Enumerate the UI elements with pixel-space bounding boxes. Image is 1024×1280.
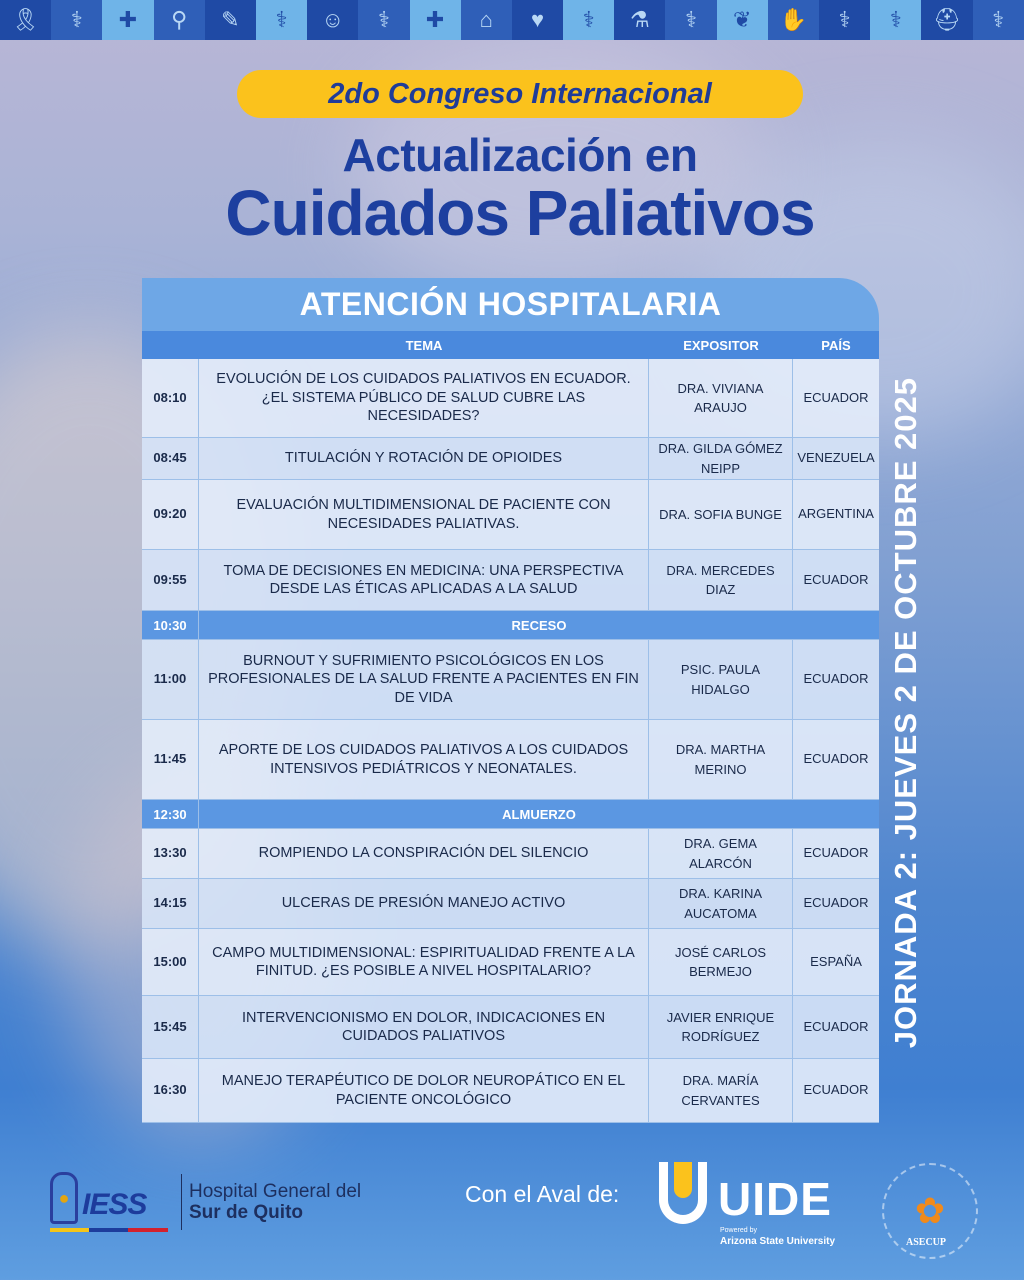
session-topic: EVOLUCIÓN DE LOS CUIDADOS PALIATIVOS EN ECUADOR. ¿EL SISTEMA PÚBLICO DE SALUD CUBRE LAS NECESIDADES? bbox=[199, 359, 649, 437]
pais-column-header: PAÍS bbox=[821, 337, 851, 353]
uide-logo-icon bbox=[659, 1162, 707, 1224]
session-country: ECUADOR bbox=[803, 671, 869, 687]
session-topic: EVALUACIÓN MULTIDIMENSIONAL DE PACIENTE CON NECESIDADES PALIATIVAS. bbox=[199, 480, 649, 549]
title-line-2: Cuidados Paliativos bbox=[225, 177, 815, 249]
session-topic: INTERVENCIONISMO EN DOLOR, INDICACIONES EN CUIDADOS PALIATIVOS bbox=[199, 996, 649, 1058]
session-topic: CAMPO MULTIDIMENSIONAL: ESPIRITUALIDAD FRENTE A LA FINITUD. ¿ES POSIBLE A NIVEL HOSPITALARIO? bbox=[199, 929, 649, 995]
schedule-rows bbox=[142, 359, 879, 1123]
schedule-column-header bbox=[142, 331, 879, 359]
table-row bbox=[142, 480, 879, 550]
stethoscope-icon: ⚕ bbox=[563, 0, 614, 40]
break-row bbox=[142, 800, 879, 829]
session-speaker: DRA. MARÍA CERVANTES bbox=[649, 1059, 793, 1122]
stethoscope-icon: ⚕ bbox=[377, 7, 390, 32]
asecup-name: ASECUP bbox=[906, 1237, 947, 1248]
session-country: ECUADOR bbox=[803, 1018, 869, 1034]
iess-flag-bar bbox=[50, 1228, 168, 1232]
session-topic: MANEJO TERAPÉUTICO DE DOLOR NEUROPÁTICO EN EL PACIENTE ONCOLÓGICO bbox=[199, 1059, 649, 1122]
schedule-card bbox=[142, 278, 879, 1124]
session-topic: APORTE DE LOS CUIDADOS PALIATIVOS A LOS CUIDADOS INTENSIVOS PEDIÁTRICOS Y NEONATALES. bbox=[199, 720, 649, 799]
session-country: ECUADOR bbox=[803, 389, 869, 405]
microscope-icon: ⚗ bbox=[614, 0, 665, 40]
session-topic: ROMPIENDO LA CONSPIRACIÓN DEL SILENCIO bbox=[199, 829, 649, 878]
table-row bbox=[142, 829, 879, 879]
table-row bbox=[142, 996, 879, 1059]
syringe-icon: ✎ bbox=[205, 0, 256, 40]
session-time: 15:45 bbox=[142, 996, 199, 1058]
break-row bbox=[142, 611, 879, 640]
table-row bbox=[142, 879, 879, 929]
session-country: ECUADOR bbox=[803, 751, 869, 767]
session-time: 08:10 bbox=[142, 359, 199, 437]
ribbon-icon: 🎗 bbox=[0, 0, 51, 40]
session-country: VENEZUELA bbox=[797, 450, 875, 466]
stethoscope-icon: ⚕ bbox=[685, 7, 697, 32]
session-country: ARGENTINA bbox=[798, 506, 874, 522]
session-speaker: DRA. GILDA GÓMEZ NEIPP bbox=[649, 438, 793, 479]
session-speaker: JAVIER ENRIQUE RODRÍGUEZ bbox=[649, 996, 793, 1058]
hospital-name-line1: Hospital General del bbox=[189, 1181, 362, 1202]
session-time: 14:15 bbox=[142, 879, 199, 928]
session-time: 16:30 bbox=[142, 1059, 199, 1122]
session-country: ECUADOR bbox=[803, 571, 869, 587]
table-row bbox=[142, 929, 879, 996]
table-row bbox=[142, 359, 879, 438]
hospital-name-line2: Sur de Quito bbox=[189, 1202, 303, 1223]
session-time: 09:20 bbox=[142, 480, 199, 549]
tema-column-header: TEMA bbox=[405, 337, 443, 353]
session-time: 13:30 bbox=[142, 829, 199, 878]
uide-logo-text: UIDE bbox=[718, 1173, 832, 1225]
house-icon: ⌂ bbox=[479, 7, 493, 32]
title-line-1: Actualización en bbox=[342, 129, 698, 181]
table-row bbox=[142, 640, 879, 720]
jornada-side-label bbox=[882, 350, 930, 1075]
leaf-icon: ❦ bbox=[717, 0, 768, 40]
caregiver-icon: ♥ bbox=[512, 0, 563, 40]
session-speaker: DRA. VIVIANA ARAUJO bbox=[649, 359, 793, 437]
stethoscope-icon: ⚕ bbox=[256, 0, 307, 40]
session-country: ECUADOR bbox=[803, 895, 869, 911]
jornada-date-text: JORNADA 2: JUEVES 2 DE OCTUBRE 2025 bbox=[888, 376, 923, 1049]
session-country: ESPAÑA bbox=[810, 953, 862, 969]
iess-logo bbox=[50, 1172, 170, 1234]
table-row bbox=[142, 1059, 879, 1123]
session-speaker: DRA. MARTHA MERINO bbox=[649, 720, 793, 799]
uide-powered-by: Powered by bbox=[720, 1227, 757, 1234]
session-topic: BURNOUT Y SUFRIMIENTO PSICOLÓGICOS EN LOS PROFESIONALES DE LA SALUD FRENTE A PACIENTES EN FIN DE VIDA bbox=[199, 640, 649, 719]
session-speaker: JOSÉ CARLOS BERMEJO bbox=[649, 929, 793, 995]
iess-logo-text: IESS bbox=[82, 1188, 147, 1221]
session-time: 11:45 bbox=[142, 720, 199, 799]
session-speaker: PSIC. PAULA HIDALGO bbox=[649, 640, 793, 719]
session-time: 09:55 bbox=[142, 550, 199, 610]
break-time: 10:30 bbox=[142, 611, 199, 639]
helmet-icon: ⛑ bbox=[921, 0, 972, 40]
iess-hand-icon: ● bbox=[50, 1172, 78, 1224]
stethoscope-icon: ⚕ bbox=[819, 0, 870, 40]
session-speaker: DRA. KARINA AUCATOMA bbox=[649, 879, 793, 928]
aval-label: Con el Aval de: bbox=[465, 1181, 620, 1207]
session-speaker: DRA. MERCEDES DIAZ bbox=[649, 550, 793, 610]
nurse-icon: ✚ bbox=[410, 0, 461, 40]
handshake-icon: ✋ bbox=[779, 7, 808, 32]
session-topic: TOMA DE DECISIONES EN MEDICINA: UNA PERSPECTIVA DESDE LAS ÉTICAS APLICADAS A LA SALUD bbox=[199, 550, 649, 610]
magnifier-icon: ⚲ bbox=[171, 7, 188, 32]
session-topic: ULCERAS DE PRESIÓN MANEJO ACTIVO bbox=[199, 879, 649, 928]
congress-pill bbox=[237, 70, 803, 118]
session-country: ECUADOR bbox=[803, 1082, 869, 1098]
session-time: 11:00 bbox=[142, 640, 199, 719]
break-label: RECESO bbox=[511, 617, 567, 633]
session-topic: TITULACIÓN Y ROTACIÓN DE OPIOIDES bbox=[199, 438, 649, 479]
session-country: ECUADOR bbox=[803, 845, 869, 861]
table-row bbox=[142, 720, 879, 800]
stethoscope-icon: ⚕ bbox=[870, 0, 921, 40]
table-row bbox=[142, 438, 879, 480]
stethoscope-icon: ⚕ bbox=[992, 7, 1005, 32]
break-label: ALMUERZO bbox=[502, 806, 576, 822]
table-row bbox=[142, 550, 879, 611]
session-speaker: DRA. SOFIA BUNGE bbox=[649, 480, 793, 549]
expositor-column-header: EXPOSITOR bbox=[683, 337, 759, 353]
congress-label: 2do Congreso Internacional bbox=[328, 77, 712, 110]
break-time: 12:30 bbox=[142, 800, 199, 828]
session-time: 08:45 bbox=[142, 438, 199, 479]
family-icon: ☺ bbox=[307, 0, 358, 40]
flower-icon: ✿ bbox=[914, 1190, 946, 1231]
stethoscope-icon: ⚕ bbox=[70, 7, 83, 32]
schedule-title: ATENCIÓN HOSPITALARIA bbox=[142, 278, 879, 331]
session-speaker: DRA. GEMA ALARCÓN bbox=[649, 829, 793, 878]
session-time: 15:00 bbox=[142, 929, 199, 995]
puzzle-icon: ✚ bbox=[102, 0, 153, 40]
footer-divider bbox=[181, 1174, 182, 1230]
uide-asu: Arizona State University bbox=[720, 1236, 836, 1247]
top-icon-strip bbox=[0, 0, 1024, 40]
